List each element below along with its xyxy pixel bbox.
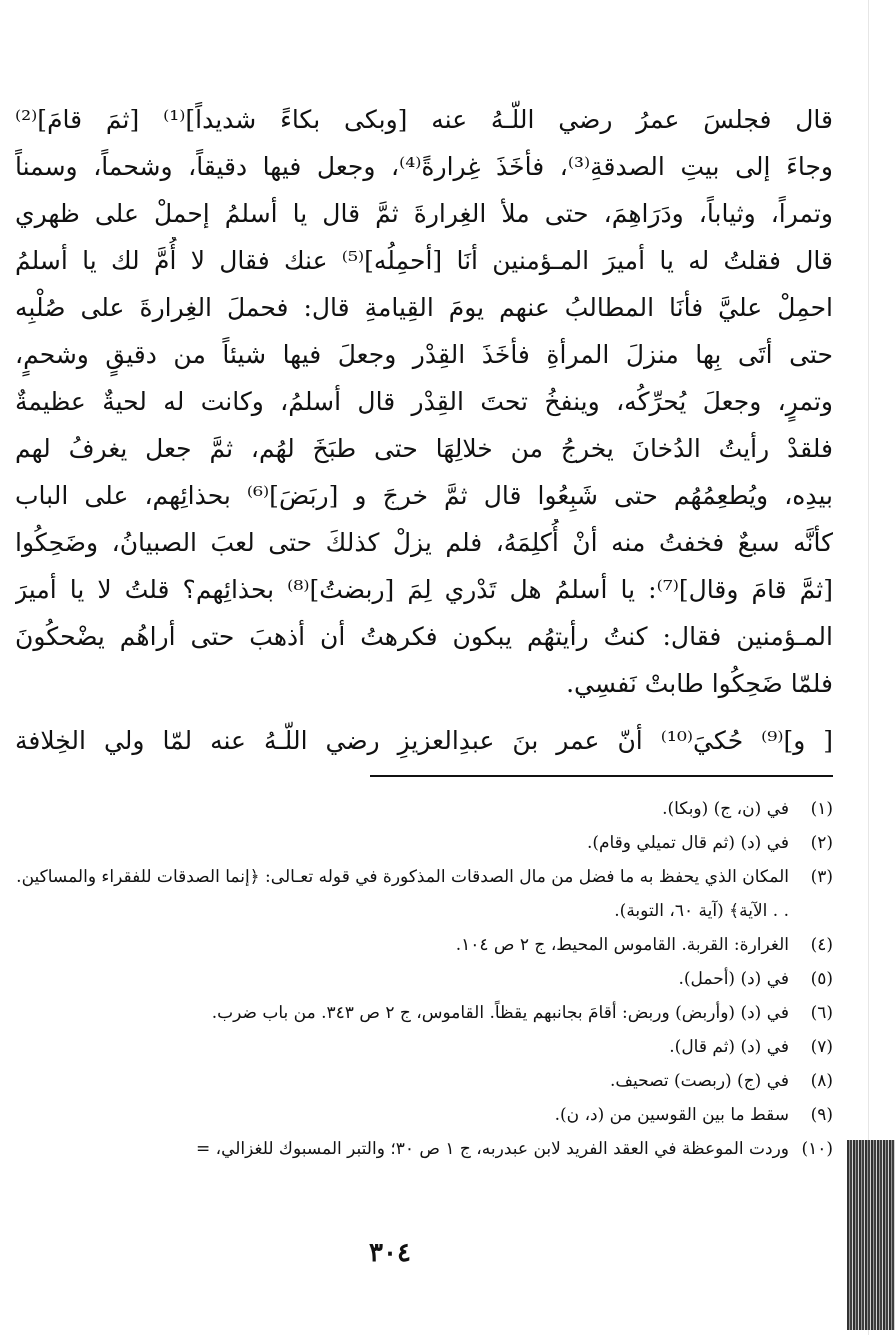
footnote-number: (٧) xyxy=(810,1037,833,1057)
footnote-text: في (د) (وأربض) وربض: أقامَ بجانبهم يقظاً. القاموس، ج ٢ ص ٣٤٣. من باب ضرب. xyxy=(211,1003,789,1023)
text-line: حتى أتَى بِها منزلَ المرأةِ فأخَذَ القِدْر وجعلَ فيها شيئاً من دقيقٍ وشحمٍ، xyxy=(15,340,833,369)
footnote-text: سقط ما بين القوسين من (د، ن). xyxy=(554,1105,789,1125)
book-edge-shadow xyxy=(847,1140,895,1330)
text-line: [ثمَّ قامَ وقال]⁽⁷⁾: يا أسلمُ هل تَدْري لِمَ [ربضتُ]⁽⁸⁾ بحذائِهم؟ قلتُ لا يا أميرَ xyxy=(15,575,833,604)
footnote-text: في (ج) (ربصت) تصحيف. xyxy=(610,1071,789,1091)
footnote xyxy=(15,826,833,860)
footnote-text: في (د) (ثم قال تميلي وقام). xyxy=(586,833,789,853)
text-line: وتمرٍ، وجعلَ يُحرِّكُه، وينفخُ تحتَ القِدْر قال أسلمُ، وكانت له لحيةٌ عظيمةٌ xyxy=(15,387,833,416)
text-line: فلمّا ضَحِكُوا طابتْ نَفسِي. xyxy=(566,669,833,698)
page-edge-line xyxy=(868,0,869,1335)
footnote-text: المكان الذي يحفظ به ما فضل من مال الصدقات المذكورة في قوله تعـالى: ﴿إنما الصدقات للفقراء والمساكين. . . الآية﴾ (آية ٦٠، التوبة). xyxy=(16,867,789,921)
footnote xyxy=(15,860,833,928)
footnote-number: (١٠) xyxy=(801,1139,833,1159)
page-number: ٣٠٤ xyxy=(369,1238,411,1268)
footnote-number: (٤) xyxy=(810,935,833,955)
main-text-block xyxy=(15,96,833,764)
paragraph-gap xyxy=(15,707,833,717)
footnote-number: (٦) xyxy=(810,1003,833,1023)
footnote-separator xyxy=(370,775,833,777)
footnote-text: وردت الموعظة في العقد الفريد لابن عبدربه، ج ١ ص ٣٠؛ والتبر المسبوك للغزالي، = xyxy=(195,1139,789,1159)
footnote-number: (٣) xyxy=(810,867,833,887)
footnote-number: (٢) xyxy=(810,833,833,853)
footnote xyxy=(15,1064,833,1098)
text-line: قال فقلتُ له يا أميرَ المـؤمنين أنَا [أحمِلُه]⁽⁵⁾ عنك فقال لا أُمَّ لك يا أسلمُ xyxy=(15,246,833,275)
footnote-number: (٨) xyxy=(810,1071,833,1091)
footnote-text: في (د) (ثم قال). xyxy=(669,1037,789,1057)
text-line: قال فجلسَ عمرُ رضي اللّـهُ عنه [وبكى بكاءً شديداً]⁽¹⁾ [ثمَ قامَ]⁽²⁾ xyxy=(15,105,833,134)
footnotes-block xyxy=(15,792,833,1166)
footnote xyxy=(15,1098,833,1132)
footnote-text: في (د) (أحمل). xyxy=(678,969,789,989)
footnote xyxy=(15,996,833,1030)
footnote xyxy=(15,792,833,826)
text-line: بيدِه، ويُطعِمُهُم حتى شَبِعُوا قال ثمَّ خرجَ و [ربَضَ]⁽⁶⁾ بحذائِهم، على الباب xyxy=(15,481,833,510)
footnote-number: (٥) xyxy=(810,969,833,989)
footnote xyxy=(15,928,833,962)
text-line: فلقدْ رأيتُ الدُخانَ يخرجُ من خلالِهَا حتى طبَخَ لهُم، ثمَّ جعل يغرفُ لهم xyxy=(15,434,833,463)
text-line: وتمراً، وثياباً، ودَرَاهِمَ، حتى ملأ الغِرارةَ ثمَّ قال يا أسلمُ إحملْ على ظهري xyxy=(15,199,833,228)
footnote xyxy=(15,1132,833,1166)
footnote xyxy=(15,962,833,996)
text-line: احمِلْ عليَّ فأنَا المطالبُ عنهم يومَ القِيامةِ قال: فحملَ الغِرارةَ على صُلْبِه xyxy=(15,293,833,322)
text-line-new-paragraph: [ و]⁽⁹⁾ حُكيَ⁽¹⁰⁾ أنّ عمر بنَ عبدِالعزيزِ رضي اللّـهُ عنه لمّا ولي الخِلافة xyxy=(15,726,833,755)
footnote-number: (٩) xyxy=(810,1105,833,1125)
text-line: وجاءَ إلى بيتِ الصدقةِ⁽³⁾، فأخَذَ غِرارةً⁽⁴⁾، وجعل فيها دقيقاً، وشحماً، وسمناً xyxy=(15,152,833,181)
footnote-number: (١) xyxy=(810,799,833,819)
text-line: المـؤمنين فقال: كنتُ رأيتهُم يبكون فكرهتُ أن أذهبَ حتى أراهُم يضْحكُونَ xyxy=(15,622,833,651)
text-line: كأنَّه سبعٌ فخفتُ منه أنْ أُكلِمَهُ، فلم يزلْ كذلكَ حتى لعبَ الصبيانُ، وضَحِكُوا xyxy=(15,528,833,557)
footnote-text: في (ن، ج) (وبكا). xyxy=(662,799,789,819)
footnote-text: الغرارة: القربة. القاموس المحيط، ج ٢ ص ١٠٤. xyxy=(455,935,789,955)
footnote xyxy=(15,1030,833,1064)
